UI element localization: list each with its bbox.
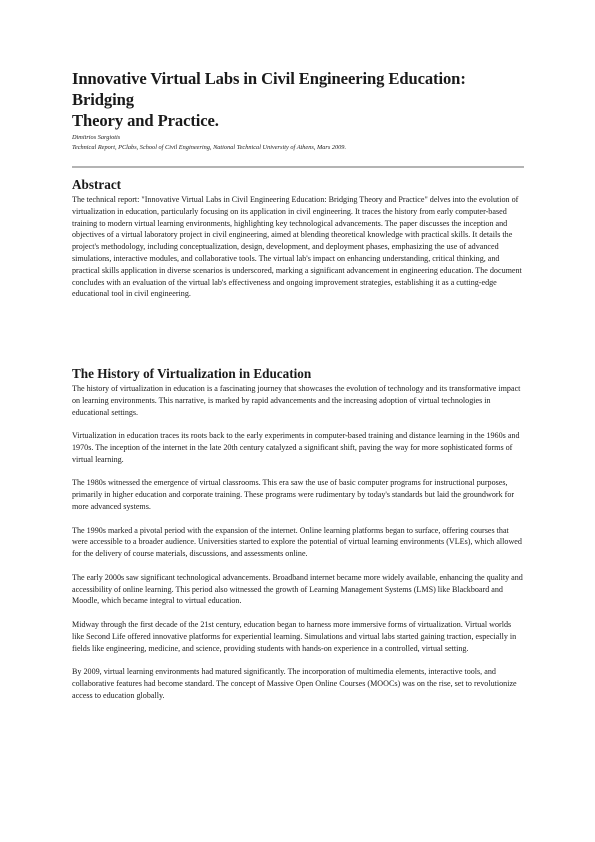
history-paragraph-6: Midway through the first decade of the 21st century, education began to harness more immersive forms of virtualization. Virtual worlds like Second Life offered innovative platforms for experiential learning. Simulations and virtual labs started gaining traction, especially in fields like engineering, medicine, and science, providing students with hands-on experience in a controlled, virtual setting. xyxy=(72,619,517,653)
history-paragraph-4: The 1990s marked a pivotal period with the expansion of the internet. Online learning platforms began to surface, offering courses that were accessible to a broader audience. Universities started to explore the potential of virtual learning environments (VLEs), which allowed for the delivery of course materials, discussions, and assessments online. xyxy=(72,525,522,559)
history-body xyxy=(72,383,524,713)
author-name: Dimitrios Sargiotis xyxy=(72,134,121,141)
document-title-line-1: Innovative Virtual Labs in Civil Engineering Education: Bridging xyxy=(72,69,466,109)
header-divider xyxy=(72,166,524,168)
affiliation-line: Technical Report, PClabs, School of Civil Engineering, National Technical University of Athens, Mars 2009. xyxy=(72,144,347,151)
history-paragraph-3: The 1980s witnessed the emergence of virtual classrooms. This era saw the use of basic computer programs for instructional purposes, primarily in higher education and corporate training. These programs were rudimentary by today's standards but laid the groundwork for more advanced systems. xyxy=(72,478,515,511)
abstract-body xyxy=(72,194,524,300)
history-heading: The History of Virtualization in Education xyxy=(72,366,312,381)
history-paragraph-5: The early 2000s saw significant technological advancements. Broadband internet became more widely available, enhancing the quality and accessibility of online learning. This period also witnessed the growth of Learning Management Systems (LMS) like Blackboard and Moodle, which became integral to virtual education. xyxy=(72,572,523,606)
document-header xyxy=(72,68,524,153)
history-paragraph-7: By 2009, virtual learning environments had matured significantly. The incorporation of multimedia elements, interactive tools, and collaborative features had become standard. The concept of Massive Open Online Courses (MOOCs) was on the rise, set to revolutionize access to education globally. xyxy=(72,667,517,700)
document-title-line-2: Theory and Practice. xyxy=(72,111,219,130)
history-paragraph-1: The history of virtualization in education is a fascinating journey that showcases the evolution of technology and its transformative impact on learning environments. This narrative, is marked by rapid advancements and the increasing adoption of virtual technologies in educational settings. xyxy=(72,384,521,417)
document-title xyxy=(72,68,524,131)
abstract-heading: Abstract xyxy=(72,177,122,192)
abstract-paragraph: The technical report: "Innovative Virtual Labs in Civil Engineering Education: Bridging Theory and Practice" delves into the evolution of virtualization in education, particularly focusing on its application in civil engineering. It traces the history from early computer-based training to modern virtual learning environments, highlighting key technological advancements. The paper discusses the inception and objectives of a virtual laboratory project in civil engineering, aimed at blending theoretical knowledge with practical skills. It details the project's methodology, including conceptualization, design, development, and deployment phases, emphasizing the use of advanced simulations, interactive modules, and collaborative tools. The virtual lab's impact on enhancing understanding, critical thinking, and practical skills application in diverse scenarios is underscored, marking a significant advancement in engineering education. The document concludes with an evaluation of the virtual lab's effectiveness and ongoing improvement strategies, establishing it as a cutting-edge educational tool in civil engineering. xyxy=(72,195,522,299)
history-paragraph-2: Virtualization in education traces its roots back to the early experiments in computer-based training and distance learning in the 1960s and 1970s. The inception of the internet in the late 20th century catalyzed a significant shift, paving the way for more sophisticated forms of virtual learning. xyxy=(72,431,520,464)
